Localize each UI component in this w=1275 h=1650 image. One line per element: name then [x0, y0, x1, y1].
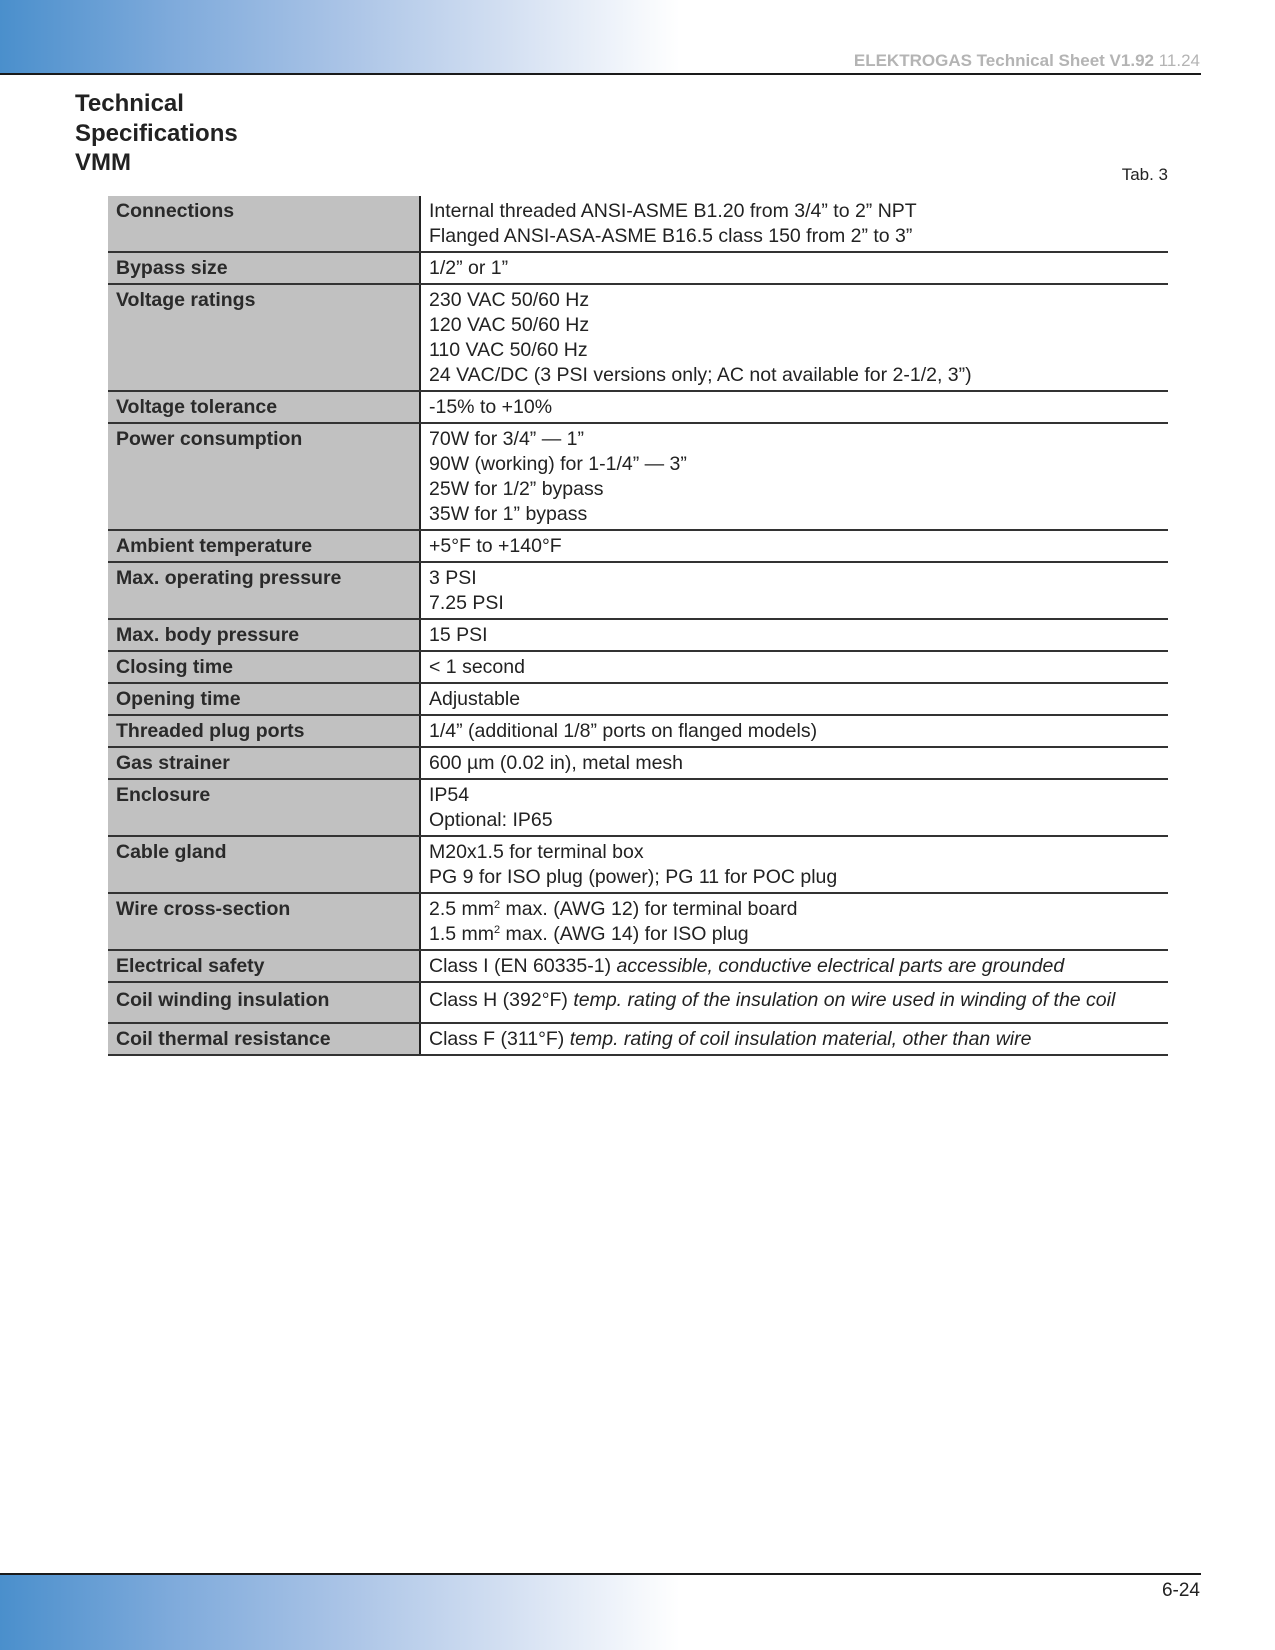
document-date: 11.24 [1158, 51, 1200, 70]
spec-value-line: 35W for 1” bypass [429, 503, 588, 525]
spec-value-line: 3 PSI [429, 567, 477, 589]
spec-value-line: IP54 [429, 784, 470, 806]
spec-value [420, 715, 1168, 747]
page-number: 6-24 [1161, 1580, 1200, 1601]
spec-value-line: 230 VAC 50/60 Hz [429, 289, 590, 311]
spec-label: Enclosure [108, 779, 420, 836]
spec-value-line: 1/2” or 1” [429, 257, 509, 279]
spec-value [420, 779, 1168, 836]
wire-size: 1.5 mm [429, 923, 495, 945]
superscript: 2 [494, 924, 501, 936]
spec-label: Coil thermal resistance [108, 1023, 420, 1055]
spec-value [420, 950, 1168, 982]
page-title [75, 89, 238, 178]
spec-value [420, 423, 1168, 530]
spec-label: Wire cross-section [108, 893, 420, 950]
spec-value-main: Class F (311°F) [429, 1028, 570, 1050]
spec-value [420, 683, 1168, 715]
spec-value-line [429, 897, 1160, 922]
document-header [854, 51, 1200, 71]
spec-label: Connections [108, 196, 420, 252]
table-row [108, 562, 1168, 619]
table-row [108, 836, 1168, 893]
table-row [108, 391, 1168, 423]
spec-value [420, 1023, 1168, 1055]
spec-value [420, 651, 1168, 683]
spec-value [420, 747, 1168, 779]
table-row [108, 423, 1168, 530]
table-number: Tab. 3 [1121, 165, 1168, 184]
spec-value-line: M20x1.5 for terminal box [429, 841, 644, 863]
spec-value [420, 982, 1168, 1023]
table-row [108, 252, 1168, 284]
spec-value-line: 24 VAC/DC (3 PSI versions only; AC not available for 2-1/2, 3”) [429, 364, 972, 386]
spec-value-line: 7.25 PSI [429, 592, 504, 614]
spec-value [420, 836, 1168, 893]
spec-label: Opening time [108, 683, 420, 715]
spec-value-line: Adjustable [429, 688, 521, 710]
spec-label: Voltage ratings [108, 284, 420, 391]
superscript: 2 [494, 899, 501, 911]
spec-value-line: Internal threaded ANSI-ASME B1.20 from 3/4” to 2” NPT [429, 200, 917, 222]
spec-value-line: 1/4” (additional 1/8” ports on flanged models) [429, 720, 818, 742]
table-row [108, 284, 1168, 391]
spec-value [420, 562, 1168, 619]
spec-label: Electrical safety [108, 950, 420, 982]
table-row [108, 196, 1168, 252]
spec-label: Max. body pressure [108, 619, 420, 651]
table-row [108, 651, 1168, 683]
spec-value-note: temp. rating of the insulation on wire used in winding of the coil [573, 989, 1116, 1011]
table-row [108, 982, 1168, 1023]
spec-value-line: 120 VAC 50/60 Hz [429, 314, 590, 336]
table-row [108, 893, 1168, 950]
spec-label: Max. operating pressure [108, 562, 420, 619]
page-title-line: VMM [75, 149, 131, 176]
spec-value-line: 110 VAC 50/60 Hz [429, 339, 588, 361]
spec-value-main: Class H (392°F) [429, 989, 574, 1011]
spec-value-line: Optional: IP65 [429, 809, 553, 831]
spec-value-line: 15 PSI [429, 624, 488, 646]
table-row [108, 950, 1168, 982]
table-row [108, 1023, 1168, 1055]
spec-value-line: Flanged ANSI-ASA-ASME B16.5 class 150 from 2” to 3” [429, 225, 913, 247]
spec-value-line: < 1 second [429, 656, 525, 678]
spec-label: Ambient temperature [108, 530, 420, 562]
spec-value-line [429, 922, 1160, 947]
spec-value-line: PG 9 for ISO plug (power); PG 11 for POC plug [429, 866, 838, 888]
specifications-table [108, 196, 1168, 1056]
spec-value-line: +5°F to +140°F [429, 535, 562, 557]
header-gradient-band [0, 0, 680, 74]
spec-value-line: 70W for 3/4” — 1” [429, 428, 584, 450]
table-row [108, 619, 1168, 651]
spec-label: Voltage tolerance [108, 391, 420, 423]
spec-value-main: Class I (EN 60335-1) [429, 955, 617, 977]
spec-value-line: -15% to +10% [429, 396, 553, 418]
spec-label: Gas strainer [108, 747, 420, 779]
spec-label: Cable gland [108, 836, 420, 893]
wire-detail: max. (AWG 14) for ISO plug [500, 923, 749, 945]
spec-label: Coil winding insulation [108, 982, 420, 1023]
spec-value-note: accessible, conductive electrical parts are grounded [616, 955, 1065, 977]
page-title-line: Technical [75, 90, 184, 117]
spec-value [420, 530, 1168, 562]
spec-value-line: 600 µm (0.02 in), metal mesh [429, 752, 684, 774]
spec-value-line: 90W (working) for 1-1/4” — 3” [429, 453, 687, 475]
wire-detail: max. (AWG 12) for terminal board [500, 898, 798, 920]
spec-value [420, 252, 1168, 284]
footer-gradient-band [0, 1575, 680, 1650]
table-row [108, 683, 1168, 715]
spec-value [420, 391, 1168, 423]
header-divider [0, 73, 1201, 75]
spec-label: Power consumption [108, 423, 420, 530]
spec-label: Bypass size [108, 252, 420, 284]
spec-label: Threaded plug ports [108, 715, 420, 747]
spec-value [420, 284, 1168, 391]
spec-value [420, 196, 1168, 252]
table-row [108, 747, 1168, 779]
spec-label: Closing time [108, 651, 420, 683]
spec-value-line: 25W for 1/2” bypass [429, 478, 604, 500]
page-title-line: Specifications [75, 119, 238, 147]
table-row [108, 715, 1168, 747]
spec-value [420, 619, 1168, 651]
wire-size: 2.5 mm [429, 898, 495, 920]
table-row [108, 530, 1168, 562]
document-title: ELEKTROGAS Technical Sheet V1.92 [853, 51, 1154, 70]
table-row [108, 779, 1168, 836]
spec-value [420, 893, 1168, 950]
spec-value-note: temp. rating of coil insulation material, other than wire [569, 1028, 1032, 1050]
